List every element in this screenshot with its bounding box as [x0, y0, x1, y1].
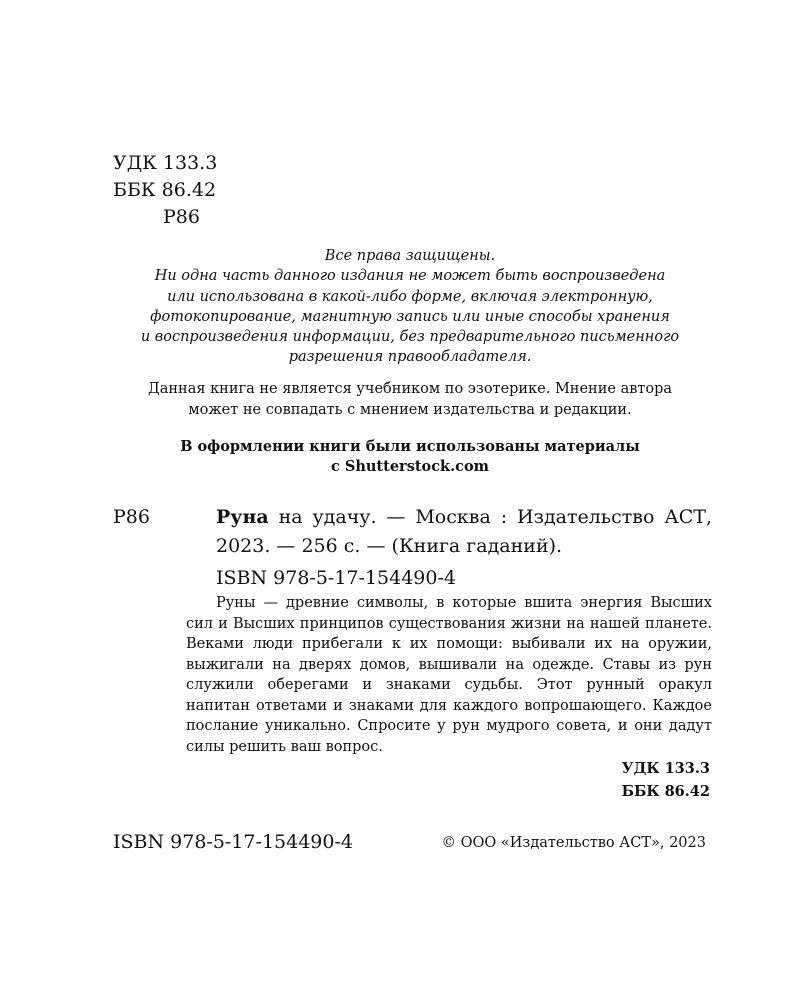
rights-line: и воспроизведения информации, без предварительного письменного [140, 329, 680, 346]
rights-line: Все права защищены. [324, 248, 496, 264]
bibliographic-entry [216, 503, 712, 560]
rights-line: разрешения правообладателя. [288, 349, 532, 366]
author-sign: Р86 [163, 206, 200, 228]
abstract-text: Руны — древние символы, в которые вшита энергия Высших сил и Высших принципов существования жизни на нашей планете. Веками люди прибегали к их помощи: выбивали их на оружии, выжигали на дверях домов, вышивали на одежде. Ставы из рун служили оберегами и знаками судьбы. Этот рунный оракул напитан ответами и знаками для каждого вопрошающего. Каждое послание уникально. Спросите у рун мудрого совета, и они дадут силы решить ваш вопрос. [186, 595, 712, 755]
classification-codes [113, 150, 217, 231]
disclaimer-line: Данная книга не является учебником по эзотерике. Мнение автора [147, 381, 673, 397]
bbk-code: ББК 86.42 [113, 179, 217, 201]
image-credits [100, 437, 720, 477]
entry-title-rest: на удачу. — Москва : Издательство АСТ, 2023. — 256 с. — (Книга гаданий). [216, 506, 712, 557]
entry-classification [622, 757, 710, 803]
entry-title-bold: Руна [216, 506, 269, 528]
rights-line: или использована в какой-либо форме, включая электронную, [167, 288, 653, 305]
rights-notice [100, 246, 720, 368]
rights-line: Ни одна часть данного издания не может быть воспроизведена [154, 268, 666, 285]
disclaimer-line: может не совпадать с мнением издательства и редакции. [188, 401, 632, 418]
entry-udk: УДК 133.3 [621, 760, 710, 777]
footer-isbn: ISBN 978-5-17-154490-4 [113, 831, 353, 853]
credits-line: В оформлении книги были использованы материалы [180, 438, 640, 455]
rights-line: фотокопирование, магнитную запись или иные способы хранения [150, 308, 670, 325]
entry-bbk: ББК 86.42 [621, 783, 710, 800]
credits-line: с Shutterstock.com [331, 458, 489, 475]
copyright: © ООО «Издательство АСТ», 2023 [441, 835, 706, 851]
entry-isbn: ISBN 978-5-17-154490-4 [216, 567, 456, 589]
abstract [186, 593, 712, 757]
udk-code: УДК 133.3 [113, 152, 218, 174]
disclaimer [100, 379, 720, 420]
entry-author-sign: Р86 [113, 506, 150, 528]
